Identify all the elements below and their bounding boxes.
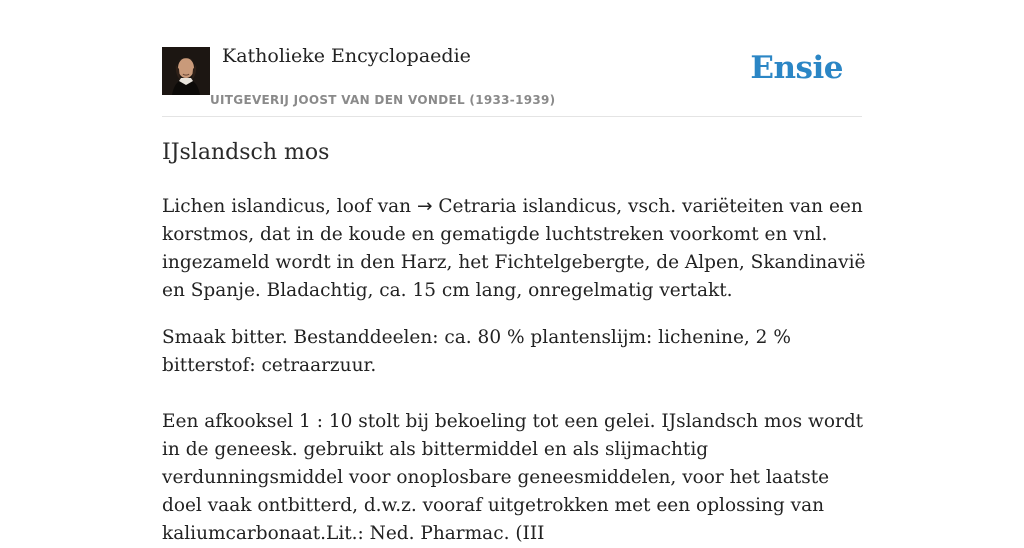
publisher-label: UITGEVERIJ JOOST VAN DEN VONDEL (1933-1939) (210, 93, 556, 107)
source-avatar[interactable] (162, 47, 210, 95)
paragraph-1-text: Lichen islandicus, loof van (162, 196, 417, 217)
article-title: IJslandsch mos (162, 140, 330, 165)
cross-reference-link[interactable]: Cetraria islandicus, vsch. variëteiten van een korstmos, dat in de koude en gematigde luchtstreken voorkomt en vnl. ingezameld wordt in den Harz, het Fichtelgebergte, de Alpen, Skandinavië en Spanje. Bladachtig, ca. 15 cm lang, onregelmatig vertakt. (162, 196, 866, 301)
source-title[interactable]: Katholieke Encyclopaedie (222, 45, 471, 67)
paragraph-3: Een afkooksel 1 : 10 stolt bij bekoeling tot een gelei. IJslandsch mos wordt in de geneesk. gebruikt als bittermiddel en als slijmachtig verdunningsmiddel voor onoplosbare geneesmiddelen, voor het laatste doel vaak ontbitterd, d.w.z. vooraf uitgetrokken met een oplossing van kaliumcarbonaat.Lit.: Ned. Pharmac. (III (162, 411, 864, 544)
source-header (162, 40, 862, 117)
brand-logo[interactable]: Ensie (750, 50, 843, 86)
article-body (162, 193, 867, 548)
cross-reference-arrow-icon: → (416, 196, 433, 217)
paragraph-1 (162, 193, 867, 305)
portrait-icon (162, 47, 210, 95)
paragraph-2: Smaak bitter. Bestanddeelen: ca. 80 % plantenslijm: lichenine, 2 % bitterstof: cetraarzuur. (162, 327, 791, 376)
